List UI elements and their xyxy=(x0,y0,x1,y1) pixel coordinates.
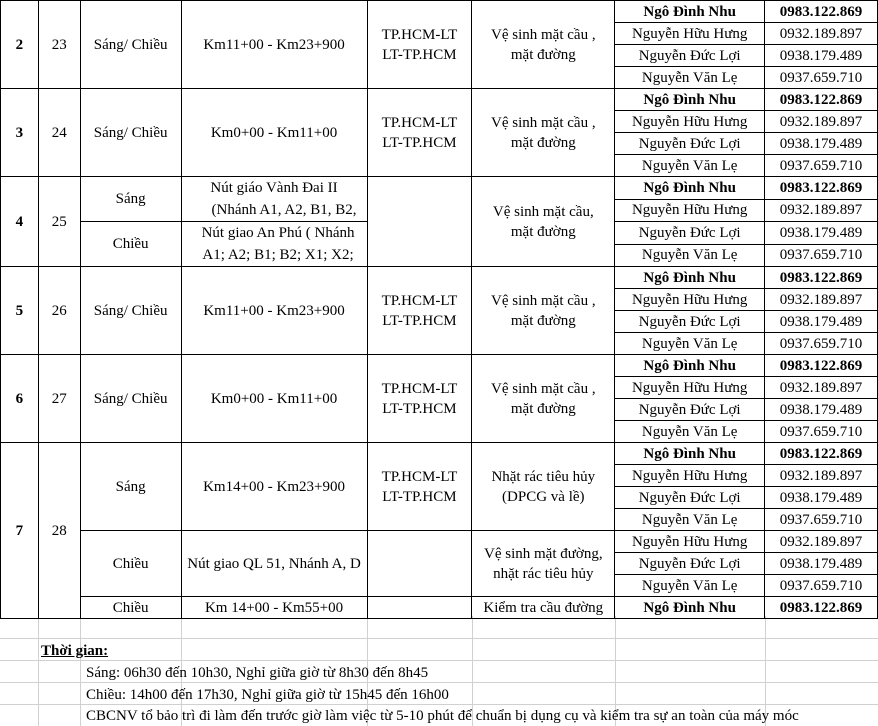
staff-name: Ngô Đình Nhu xyxy=(615,177,765,200)
staff-phone: 0932.189.897 xyxy=(765,377,878,399)
staff-name: Nguyễn Đức Lợi xyxy=(615,487,765,509)
table-row xyxy=(1,355,878,377)
stt-cell: 7 xyxy=(1,443,39,619)
task-line: mặt đường xyxy=(510,223,576,240)
staff-phone: 0937.659.710 xyxy=(765,575,878,597)
task-line: Nhặt rác tiêu hủy xyxy=(491,468,596,485)
staff-phone: 0983.122.869 xyxy=(765,89,878,111)
task-line: Vệ sinh mặt cầu , xyxy=(491,26,596,43)
direction-cell xyxy=(367,443,472,531)
staff-name: Ngô Đình Nhu xyxy=(615,267,765,289)
grid-line xyxy=(0,660,878,661)
staff-name: Nguyễn Hữu Hưng xyxy=(615,111,765,133)
staff-phone: 0938.179.489 xyxy=(765,222,878,245)
task-line: Vệ sinh mặt cầu, xyxy=(492,203,594,220)
staff-name: Nguyễn Văn Lẹ xyxy=(615,67,765,89)
task-cell xyxy=(472,531,615,597)
task-line: mặt đường xyxy=(510,46,576,63)
km-line: (Nhánh A1, A2, B1, B2, xyxy=(211,202,357,218)
staff-phone: 0937.659.710 xyxy=(765,244,878,267)
km-cell xyxy=(181,222,367,267)
shift-cell: Sáng xyxy=(80,443,181,531)
staff-phone: 0932.189.897 xyxy=(765,289,878,311)
direction-line: TP.HCM-LT xyxy=(381,26,458,43)
shift-cell: Chiều xyxy=(80,222,181,267)
task-cell xyxy=(472,267,615,355)
task-line: Vệ sinh mặt cầu , xyxy=(491,292,596,309)
staff-name: Nguyễn Đức Lợi xyxy=(615,222,765,245)
stt-cell: 3 xyxy=(1,89,39,177)
direction-line: TP.HCM-LT xyxy=(381,380,458,397)
staff-name: Nguyễn Đức Lợi xyxy=(615,553,765,575)
direction-cell xyxy=(367,355,472,443)
staff-phone: 0938.179.489 xyxy=(765,399,878,421)
staff-phone: 0983.122.869 xyxy=(765,177,878,200)
staff-phone: 0938.179.489 xyxy=(765,311,878,333)
staff-phone: 0983.122.869 xyxy=(765,597,878,619)
staff-phone: 0983.122.869 xyxy=(765,267,878,289)
staff-phone: 0937.659.710 xyxy=(765,67,878,89)
staff-phone: 0983.122.869 xyxy=(765,355,878,377)
task-cell xyxy=(472,1,615,89)
day-cell: 23 xyxy=(38,1,80,89)
table-row xyxy=(1,267,878,289)
shift-cell: Sáng/ Chiều xyxy=(80,1,181,89)
stt-cell: 2 xyxy=(1,1,39,89)
staff-phone: 0938.179.489 xyxy=(765,45,878,67)
table-row xyxy=(1,531,878,553)
shift-cell: Chiều xyxy=(80,531,181,597)
day-cell: 26 xyxy=(38,267,80,355)
table-row xyxy=(1,177,878,200)
staff-phone: 0983.122.869 xyxy=(765,1,878,23)
km-line: Nút giao An Phú ( Nhánh xyxy=(201,225,355,241)
staff-name: Ngô Đình Nhu xyxy=(615,355,765,377)
staff-name: Ngô Đình Nhu xyxy=(615,597,765,619)
staff-phone: 0937.659.710 xyxy=(765,509,878,531)
task-line: (DPCG và lề) xyxy=(502,488,585,505)
footer-title: Thời gian: xyxy=(41,643,109,659)
staff-name: Nguyễn Đức Lợi xyxy=(615,311,765,333)
day-cell: 24 xyxy=(38,89,80,177)
direction-cell xyxy=(367,597,472,619)
km-cell: Km11+00 - Km23+900 xyxy=(181,267,367,355)
task-cell xyxy=(472,443,615,531)
staff-name: Ngô Đình Nhu xyxy=(615,443,765,465)
shift-cell: Chiều xyxy=(80,597,181,619)
direction-cell xyxy=(367,1,472,89)
staff-phone: 0932.189.897 xyxy=(765,465,878,487)
staff-name: Nguyễn Đức Lợi xyxy=(615,399,765,421)
task-line: mặt đường xyxy=(510,312,576,329)
grid-line xyxy=(0,704,878,705)
staff-phone: 0938.179.489 xyxy=(765,553,878,575)
table-row xyxy=(1,89,878,111)
staff-name: Nguyễn Văn Lẹ xyxy=(615,333,765,355)
footer-line: Chiều: 14h00 đến 17h30, Nghỉ giữa giờ từ 15h45 đến 16h00 xyxy=(86,687,449,703)
task-line: Vệ sinh mặt đường, xyxy=(484,545,603,562)
km-line: Nút giáo Vành Đai II xyxy=(210,180,338,196)
staff-phone: 0932.189.897 xyxy=(765,531,878,553)
shift-cell: Sáng/ Chiều xyxy=(80,267,181,355)
grid-line xyxy=(80,616,81,726)
staff-name: Nguyễn Hữu Hưng xyxy=(615,199,765,222)
stt-cell: 6 xyxy=(1,355,39,443)
direction-line: TP.HCM-LT xyxy=(381,292,458,309)
direction-cell xyxy=(367,531,472,597)
staff-name: Nguyễn Hữu Hưng xyxy=(615,23,765,45)
task-line: mặt đường xyxy=(510,134,576,151)
direction-line: TP.HCM-LT xyxy=(381,114,458,131)
grid-line xyxy=(0,682,878,683)
task-line: nhặt rác tiêu hủy xyxy=(493,565,594,582)
staff-phone: 0932.189.897 xyxy=(765,111,878,133)
km-cell: Km11+00 - Km23+900 xyxy=(181,1,367,89)
staff-name: Nguyễn Hữu Hưng xyxy=(615,289,765,311)
km-cell: Km0+00 - Km11+00 xyxy=(181,89,367,177)
staff-name: Ngô Đình Nhu xyxy=(615,89,765,111)
table-row xyxy=(1,1,878,23)
staff-name: Nguyễn Hữu Hưng xyxy=(615,531,765,553)
staff-phone: 0932.189.897 xyxy=(765,199,878,222)
staff-name: Nguyễn Văn Lẹ xyxy=(615,575,765,597)
staff-name: Nguyễn Đức Lợi xyxy=(615,133,765,155)
km-cell xyxy=(181,177,367,222)
staff-phone: 0937.659.710 xyxy=(765,333,878,355)
direction-line: LT-TP.HCM xyxy=(382,134,457,151)
day-cell: 28 xyxy=(38,443,80,619)
direction-line: TP.HCM-LT xyxy=(381,468,458,485)
shift-cell: Sáng xyxy=(80,177,181,222)
direction-cell xyxy=(367,267,472,355)
direction-cell xyxy=(367,89,472,177)
grid-line xyxy=(0,638,878,639)
direction-line: LT-TP.HCM xyxy=(382,400,457,417)
staff-phone: 0937.659.710 xyxy=(765,155,878,177)
km-cell: Km 14+00 - Km55+00 xyxy=(181,597,367,619)
direction-cell xyxy=(367,177,472,267)
shift-cell: Sáng/ Chiều xyxy=(80,89,181,177)
grid-line xyxy=(38,616,39,726)
staff-name: Nguyễn Văn Lẹ xyxy=(615,509,765,531)
task-line: Vệ sinh mặt cầu , xyxy=(491,114,596,131)
task-line: Vệ sinh mặt cầu , xyxy=(491,380,596,397)
staff-name: Nguyễn Văn Lẹ xyxy=(615,421,765,443)
staff-phone: 0937.659.710 xyxy=(765,421,878,443)
km-cell: Km14+00 - Km23+900 xyxy=(181,443,367,531)
footer-line: Sáng: 06h30 đến 10h30, Nghỉ giữa giờ từ 8h30 đến 8h45 xyxy=(86,665,429,681)
staff-name: Nguyễn Văn Lẹ xyxy=(615,244,765,267)
table-row xyxy=(1,443,878,465)
km-line: A1; A2; B1; B2; X1; X2; xyxy=(202,247,354,263)
direction-line: LT-TP.HCM xyxy=(382,46,457,63)
direction-line: LT-TP.HCM xyxy=(382,488,457,505)
km-line: Nút giao QL 51, Nhánh A, D xyxy=(187,555,361,572)
km-cell: Km0+00 - Km11+00 xyxy=(181,355,367,443)
day-cell: 25 xyxy=(38,177,80,267)
km-cell xyxy=(181,531,367,597)
task-cell xyxy=(472,177,615,267)
staff-phone: 0983.122.869 xyxy=(765,443,878,465)
footer-line: CBCNV tổ bảo trì đi làm đến trước giờ làm việc từ 5-10 phút để chuẩn bị dụng cụ và kiểm tra sự an toàn của máy móc xyxy=(86,708,799,724)
staff-phone: 0932.189.897 xyxy=(765,23,878,45)
stt-cell: 5 xyxy=(1,267,39,355)
staff-name: Nguyễn Văn Lẹ xyxy=(615,155,765,177)
staff-phone: 0938.179.489 xyxy=(765,133,878,155)
shift-cell: Sáng/ Chiều xyxy=(80,355,181,443)
staff-phone: 0938.179.489 xyxy=(765,487,878,509)
staff-name: Nguyễn Đức Lợi xyxy=(615,45,765,67)
task-cell xyxy=(472,355,615,443)
table-row xyxy=(1,597,878,619)
task-cell xyxy=(472,89,615,177)
staff-name: Nguyễn Hữu Hưng xyxy=(615,465,765,487)
stt-cell: 4 xyxy=(1,177,39,267)
direction-line: LT-TP.HCM xyxy=(382,312,457,329)
staff-name: Nguyễn Hữu Hưng xyxy=(615,377,765,399)
staff-name: Ngô Đình Nhu xyxy=(615,1,765,23)
task-line: mặt đường xyxy=(510,400,576,417)
day-cell: 27 xyxy=(38,355,80,443)
task-cell: Kiểm tra cầu đường xyxy=(472,597,615,619)
